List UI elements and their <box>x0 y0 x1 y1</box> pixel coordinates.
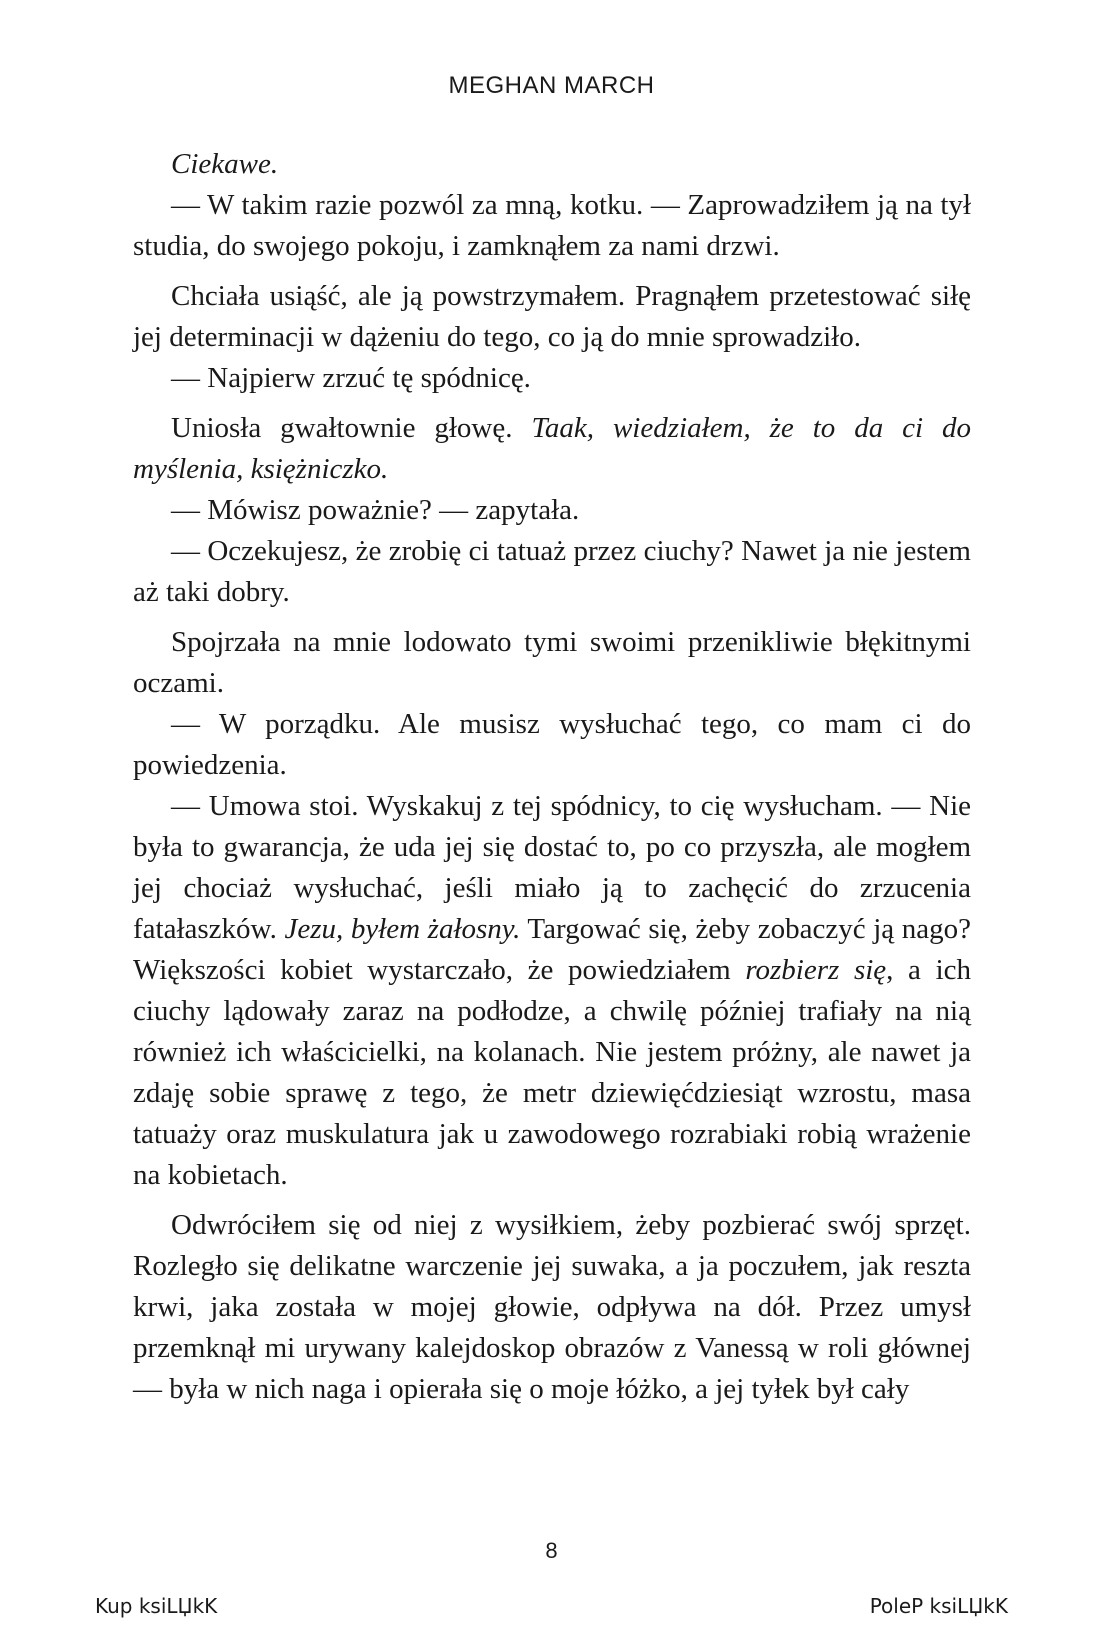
text-run: Chciała usiąść, ale ją powstrzymałem. Pragnąłem przetestować siłę jej determinacji w dążeniu do tego, co ją do mnie sprowadziło. <box>133 280 971 353</box>
text-run: — Najpierw zrzuć tę spódnicę. <box>171 362 531 394</box>
text-run: — Umowa stoi. Wyskakuj z tej spódnicy, to cię wysłucham. — Nie była to gwarancja, że uda jej się dostać to, po co przyszła, ale mogłem jej chociaż wysłuchać, jeśli miało ją to zachęcić do zrzucenia fatałaszków. <box>133 790 971 945</box>
paragraph <box>133 358 971 399</box>
paragraph <box>133 144 971 185</box>
text-run: , a ich ciuchy lądowały zaraz na podłodze, a chwilę później trafiały na nią również ich właścicielki, na kolanach. Nie jestem próżny, ale nawet ja zdaję sobie sprawę z tego, że metr dziewięćdziesiąt wzrostu, masa tatuaży oraz muskulatura jak u zawodowego rozrabiaki robią wrażenie na kobietach. <box>133 954 971 1191</box>
paragraph <box>133 185 971 267</box>
text-run: Targować się, żeby zobaczyć ją nago? Większości kobiet wystarczało, że powiedziałem <box>133 913 972 986</box>
text-run: — Oczekujesz, że zrobię ci tatuaż przez ciuchy? Nawet ja nie jestem aż taki dobry. <box>133 535 971 608</box>
italic-run: Ciekawe. <box>171 148 279 180</box>
paragraph <box>133 490 971 531</box>
italic-run: Taak, wiedziałem, że to da ci do myślenia, księżniczko. <box>133 412 971 485</box>
recommend-book-link[interactable]: PoleP ksiLЏkK <box>869 1594 1008 1618</box>
paragraph <box>133 408 971 490</box>
text-body <box>133 144 971 1410</box>
paragraph <box>133 531 971 613</box>
buy-book-link[interactable]: Kup ksiLЏkK <box>95 1594 218 1618</box>
text-run: Odwróciłem się od niej z wysiłkiem, żeby pozbierać swój sprzęt. Rozległo się delikatne warczenie jej suwaka, a ja poczułem, jak reszta krwi, jaka została w mojej głowie, odpływa na dół. Przez umysł przemknął mi urywany kalejdoskop obrazów z Vanessą w roli głównej — była w nich naga i opierała się o moje łóżko, a jej tyłek był cały <box>133 1209 971 1405</box>
text-run: — Mówisz poważnie? — zapytała. <box>171 494 580 526</box>
paragraph <box>133 276 971 358</box>
text-run: Uniosła gwałtownie głowę. <box>171 412 532 444</box>
text-run: — W porządku. Ale musisz wysłuchać tego, co mam ci do powiedzenia. <box>133 708 971 781</box>
text-run: — W takim razie pozwól za mną, kotku. — Zaprowadziłem ją na tył studia, do swojego pokoju, i zamknąłem za nami drzwi. <box>133 189 971 262</box>
paragraph <box>133 704 971 786</box>
paragraph <box>133 1205 971 1410</box>
paragraph <box>133 786 971 1196</box>
italic-run: rozbierz się <box>745 954 887 986</box>
italic-run: Jezu, byłem żałosny. <box>284 913 521 945</box>
page-number: 8 <box>545 1538 558 1563</box>
text-run: Spojrzała na mnie lodowato tymi swoimi przenikliwie błękitnymi oczami. <box>133 626 971 699</box>
paragraph <box>133 622 971 704</box>
running-header: MEGHAN MARCH <box>448 72 655 99</box>
